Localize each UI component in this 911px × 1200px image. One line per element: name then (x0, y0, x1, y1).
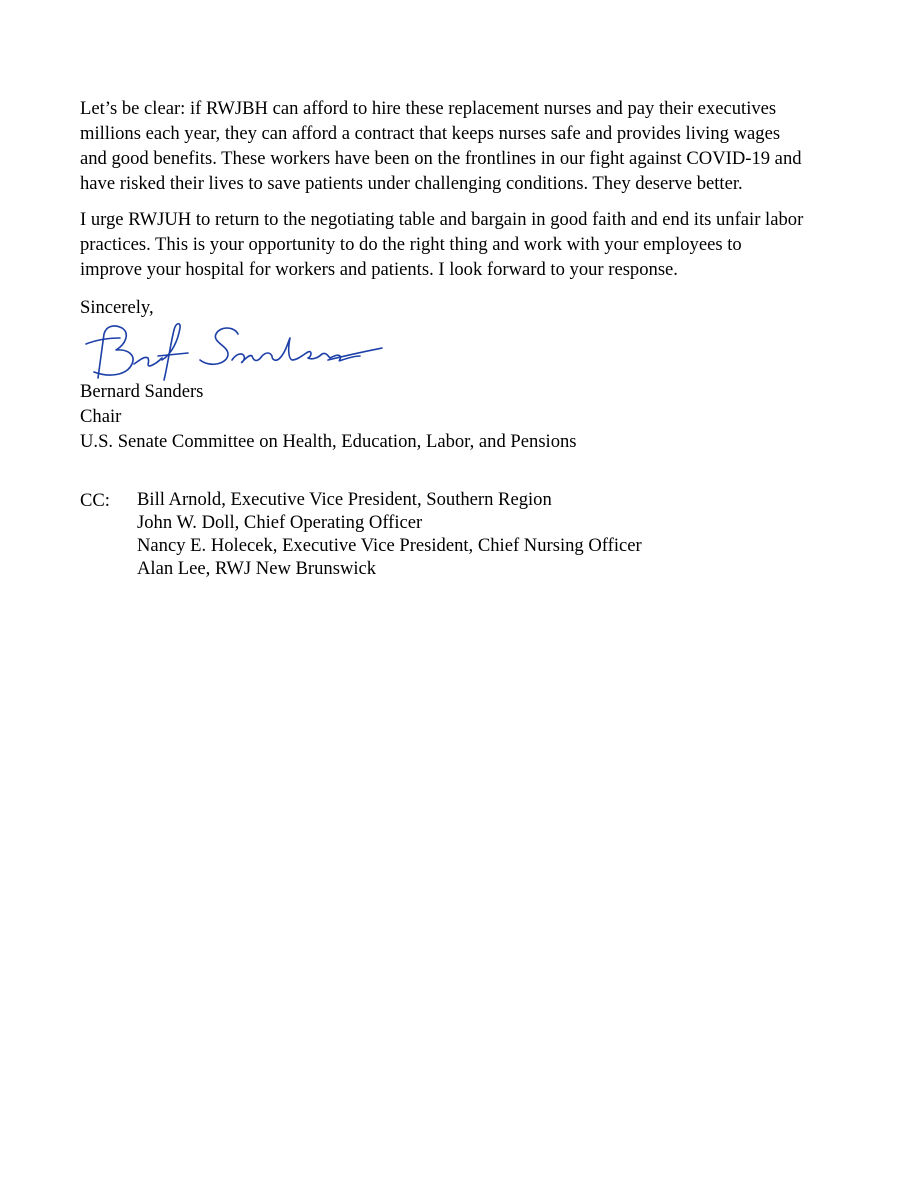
handwritten-signature (82, 320, 402, 382)
paragraph-line: millions each year, they can afford a contract that keeps nurses safe and provides living wages (80, 123, 781, 144)
closing-salutation: Sincerely, (80, 297, 154, 318)
body-paragraph-1 (80, 96, 840, 196)
cc-recipient: Alan Lee, RWJ New Brunswick (137, 558, 377, 579)
signer-block (80, 379, 577, 454)
paragraph-line: improve your hospital for workers and patients. I look forward to your response. (80, 259, 678, 280)
paragraph-line: practices. This is your opportunity to do the right thing and work with your employees to (80, 234, 742, 255)
cc-recipient: John W. Doll, Chief Operating Officer (137, 512, 423, 533)
cc-recipient: Bill Arnold, Executive Vice President, Southern Region (137, 489, 552, 510)
signer-name: Bernard Sanders (80, 381, 204, 402)
signer-organization: U.S. Senate Committee on Health, Education, Labor, and Pensions (80, 431, 577, 452)
body-paragraph-2 (80, 207, 840, 282)
cc-label: CC: (80, 490, 110, 511)
paragraph-line: have risked their lives to save patients under challenging conditions. They deserve better. (80, 173, 743, 194)
paragraph-line: Let’s be clear: if RWJBH can afford to hire these replacement nurses and pay their executives (80, 98, 777, 119)
cc-recipient: Nancy E. Holecek, Executive Vice President, Chief Nursing Officer (137, 535, 642, 556)
paragraph-line: and good benefits. These workers have been on the frontlines in our fight against COVID-19 and (80, 148, 802, 169)
cc-recipient-list (137, 488, 642, 580)
paragraph-line: I urge RWJUH to return to the negotiating table and bargain in good faith and end its unfair labor (80, 209, 804, 230)
signer-title: Chair (80, 406, 122, 427)
